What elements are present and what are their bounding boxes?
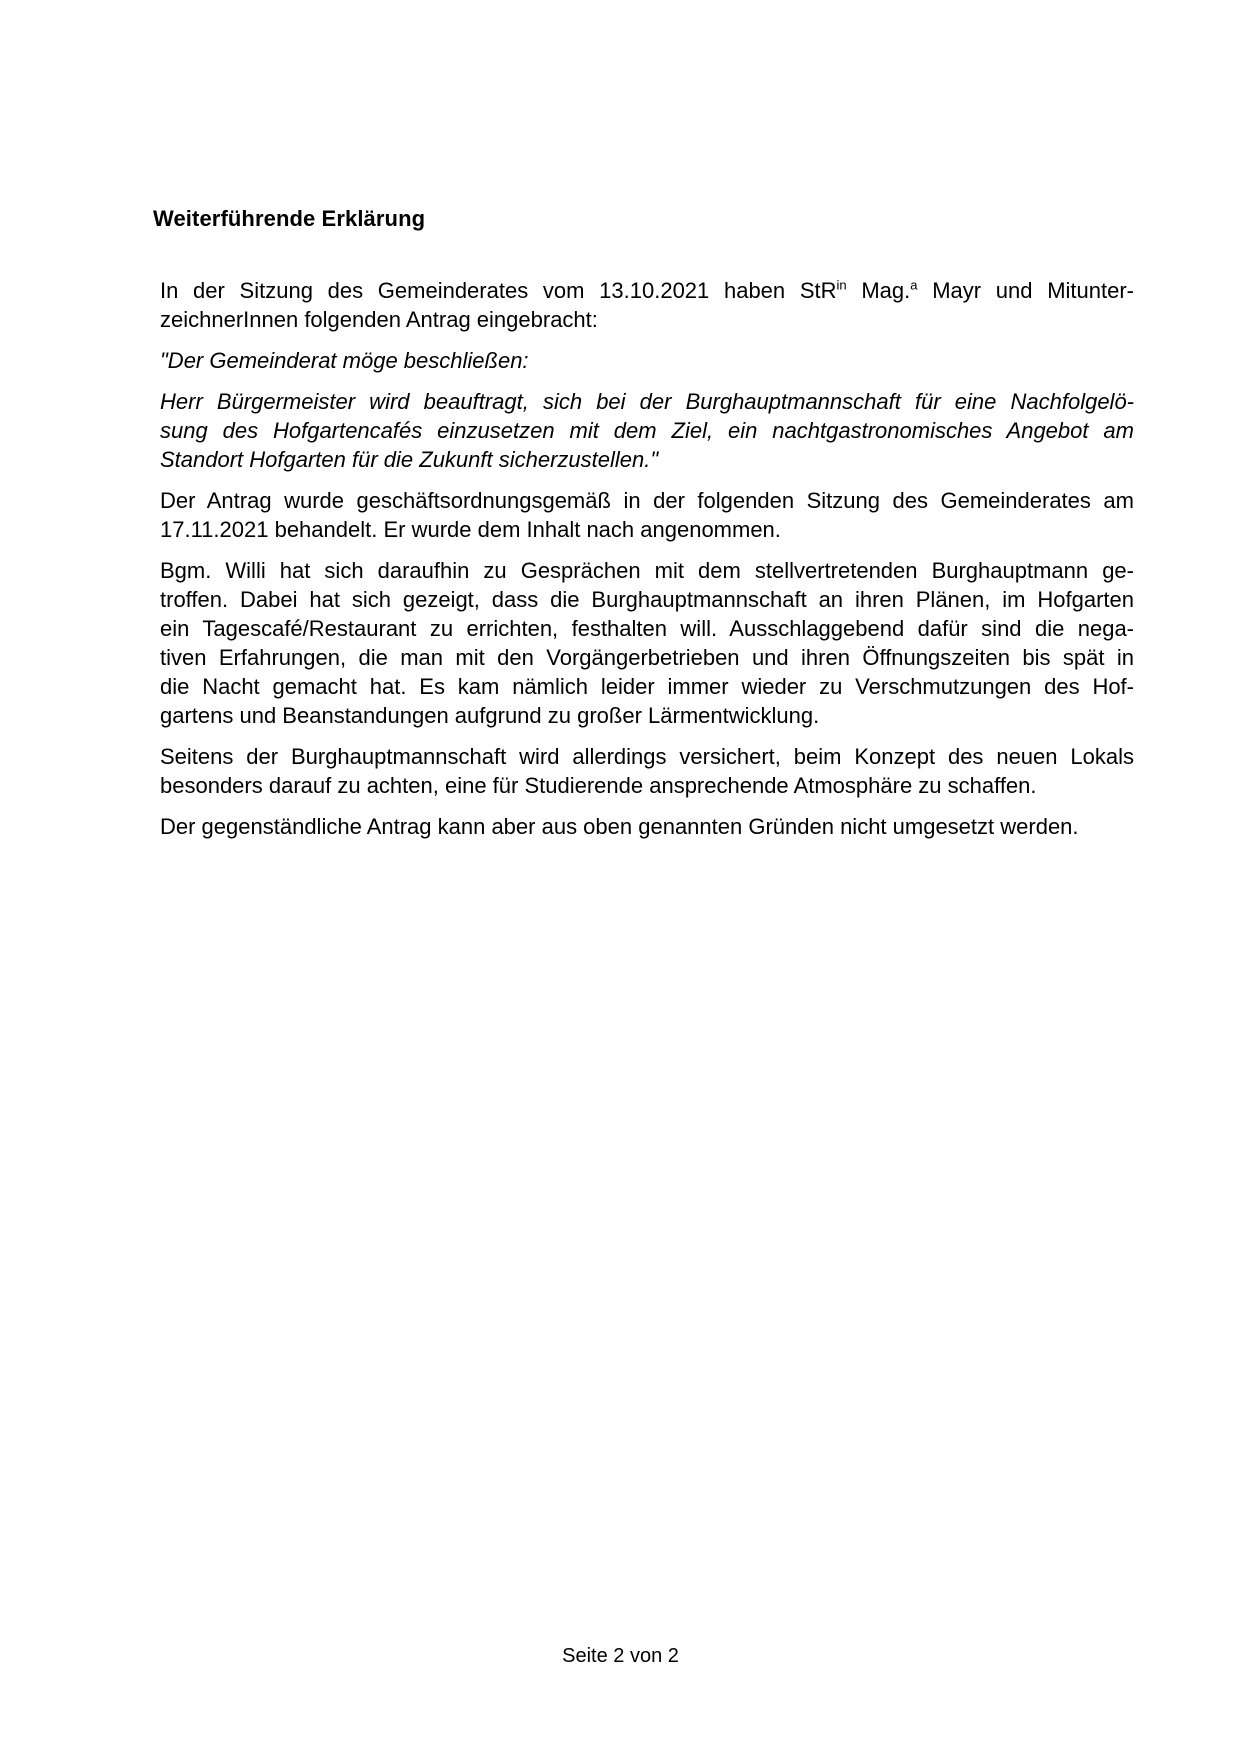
quote-line: Herr Bürgermeister wird beauftragt, sich bei der Burghauptmannschaft für eine Nachfolgelö- (160, 389, 1134, 414)
page-footer: Seite 2 von 2 (562, 1645, 679, 1667)
paragraph-line: Der Antrag wurde geschäftsordnungsgemäß in der folgenden Sitzung des Gemeinderates am (160, 488, 1134, 513)
intro-text-end: Mayr und Mitunter- (917, 278, 1134, 303)
quote-intro (160, 346, 1134, 375)
superscript-a: a (910, 277, 918, 293)
intro-text-start: In der Sitzung des Gemeinderates vom 13.10.2021 haben StR (160, 278, 837, 303)
intro-line-1 (160, 276, 1134, 305)
document-body (160, 276, 1134, 853)
paragraph-treatment (160, 486, 1134, 544)
paragraph-intro (160, 276, 1134, 334)
paragraph-conclusion (160, 812, 1134, 841)
paragraph-line: tiven Erfahrungen, die man mit den Vorgängerbetrieben und ihren Öffnungszeiten bis spät in (160, 645, 1134, 670)
paragraph-line: troffen. Dabei hat sich gezeigt, dass die Burghauptmannschaft an ihren Plänen, im Hofgarten (160, 587, 1134, 612)
paragraph-line: 17.11.2021 behandelt. Er wurde dem Inhalt nach angenommen. (160, 517, 781, 542)
paragraph-line: die Nacht gemacht hat. Es kam nämlich leider immer wieder zu Verschmutzungen des Hof- (160, 674, 1134, 699)
paragraph-talks (160, 556, 1134, 730)
paragraph-line: besonders darauf zu achten, eine für Studierende ansprechende Atmosphäre zu schaffen. (160, 773, 1037, 798)
intro-line-2: zeichnerInnen folgenden Antrag eingebracht: (160, 307, 598, 332)
paragraph-line: gartens und Beanstandungen aufgrund zu großer Lärmentwicklung. (160, 703, 820, 728)
paragraph-line: ein Tagescafé/Restaurant zu errichten, festhalten will. Ausschlaggebend dafür sind die nega- (160, 616, 1134, 641)
paragraph-line: Bgm. Willi hat sich daraufhin zu Gesprächen mit dem stellvertretenden Burghauptmann ge- (160, 558, 1134, 583)
quote-intro-line: "Der Gemeinderat möge beschließen: (160, 348, 529, 373)
quote-line: sung des Hofgartencafés einzusetzen mit dem Ziel, ein nachtgastronomisches Angebot am (160, 418, 1134, 443)
intro-text-mag: Mag. (846, 278, 911, 303)
quote-body (160, 387, 1134, 474)
section-heading: Weiterführende Erklärung (153, 206, 426, 231)
superscript-in: in (836, 277, 847, 293)
paragraph-line: Seitens der Burghauptmannschaft wird allerdings versichert, beim Konzept des neuen Lokals (160, 744, 1134, 769)
paragraph-assurance (160, 742, 1134, 800)
quote-line: Standort Hofgarten für die Zukunft sicherzustellen." (160, 447, 659, 472)
paragraph-line: Der gegenständliche Antrag kann aber aus oben genannten Gründen nicht umgesetzt werden. (160, 814, 1079, 839)
